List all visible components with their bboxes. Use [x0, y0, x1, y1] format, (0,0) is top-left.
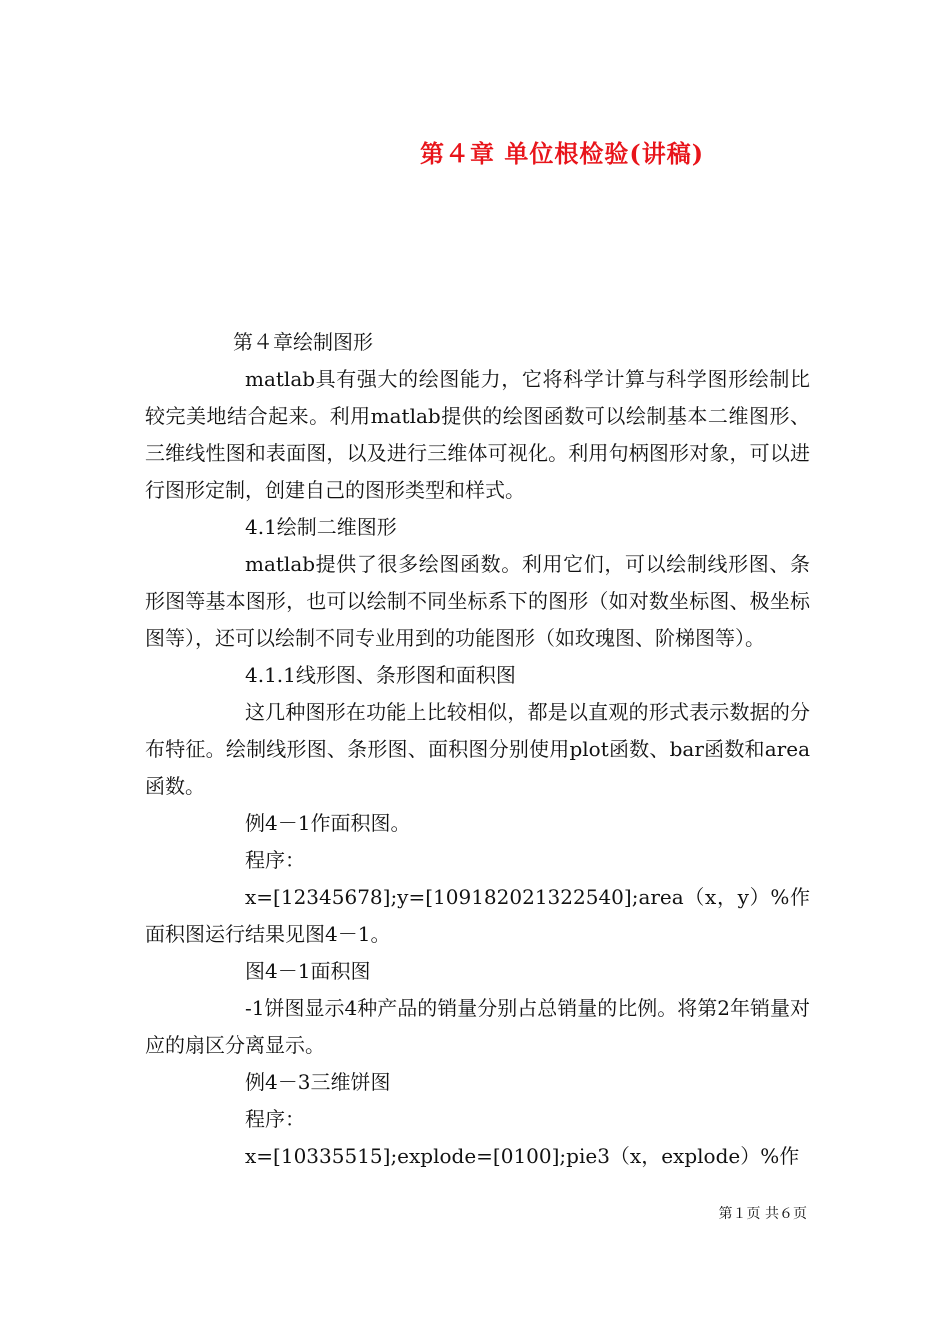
- body-paragraph: matlab提供了很多绘图函数。利用它们，可以绘制线形图、条形图等基本图形，也可以绘制不同坐标系下的图形（如对数坐标图、极坐标图等），还可以绘制不同专业用到的功能图形（如玫瑰图、阶梯图等）。: [145, 552, 810, 650]
- example-heading: 例4－3三维饼图: [245, 1070, 391, 1094]
- document-title: 第４章 单位根检验(讲稿): [420, 139, 705, 168]
- document-body: [145, 324, 810, 1175]
- code-paragraph: x=[12345678];y=[109182021322540];area（x，y）%作面积图运行结果见图4－1。: [145, 885, 810, 946]
- body-paragraph: -1饼图显示4种产品的销量分别占总销量的比例。将第2年销量对应的扇区分离显示。: [145, 996, 810, 1057]
- section-heading: 4.1绘制二维图形: [245, 515, 397, 539]
- figure-caption: 图4－1面积图: [245, 959, 371, 983]
- chapter-heading: 第４章绘制图形: [233, 330, 373, 354]
- body-paragraph: matlab具有强大的绘图能力，它将科学计算与科学图形绘制比较完美地结合起来。利用matlab提供的绘图函数可以绘制基本二维图形、三维线性图和表面图，以及进行三维体可视化。利用句柄图形对象，可以进行图形定制，创建自己的图形类型和样式。: [145, 367, 810, 502]
- page-number: 第１页 共６页: [718, 1206, 807, 1222]
- body-paragraph: 这几种图形在功能上比较相似，都是以直观的形式表示数据的分布特征。绘制线形图、条形图、面积图分别使用plot函数、bar函数和area函数。: [145, 700, 810, 798]
- code-paragraph: x=[10335515];explode=[0100];pie3（x，explode）%作: [245, 1144, 800, 1168]
- subsection-heading: 4.1.1线形图、条形图和面积图: [245, 663, 516, 687]
- program-label: 程序：: [245, 1107, 305, 1131]
- example-heading: 例4－1作面积图。: [245, 811, 411, 835]
- program-label: 程序：: [245, 848, 305, 872]
